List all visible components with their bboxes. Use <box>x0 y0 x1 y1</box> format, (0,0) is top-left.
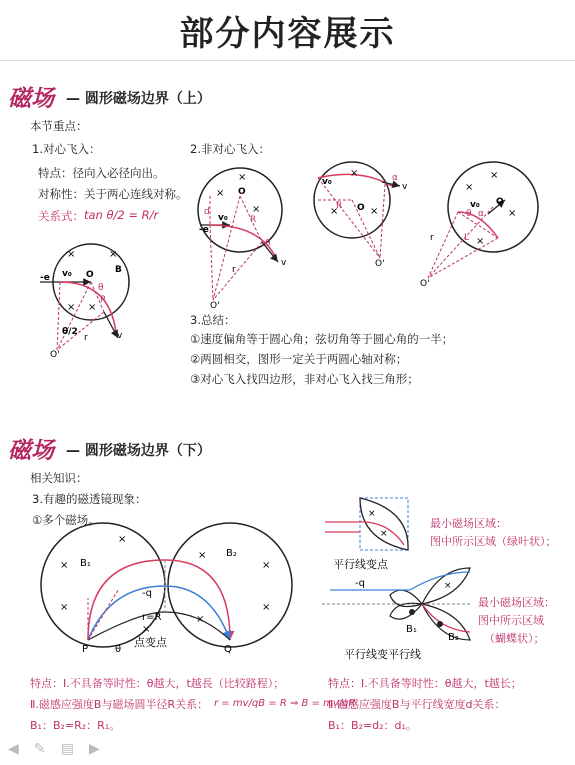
fig1-label-O: O <box>86 270 94 280</box>
fig-multi-label-P: P <box>82 644 89 655</box>
svg-text:×: × <box>490 170 499 181</box>
summary-item-3: ③对心飞入找四边形，非对心飞入找三角形； <box>190 372 419 386</box>
svg-text:×: × <box>67 249 76 260</box>
svg-text:×: × <box>238 172 247 183</box>
fig2c-label-alpha: α <box>478 209 484 219</box>
item1-title: 1.对心飞入： <box>32 142 101 156</box>
fig2a-label-d: d <box>204 207 210 217</box>
fig-multi-label-B1: B₁ <box>80 558 91 569</box>
svg-text:×: × <box>67 302 76 313</box>
fig-parallel-label-neg-q: -q <box>355 578 365 589</box>
min-area-1-title: 最小磁场区域： <box>430 517 507 530</box>
fig2b-label-v: v <box>402 182 408 192</box>
svg-text:×: × <box>109 249 118 260</box>
fig2a-label-v: v <box>281 258 287 268</box>
fig1-label-B: B <box>115 265 122 275</box>
svg-text:×: × <box>380 529 388 539</box>
summary-title: 3.总结： <box>190 313 236 327</box>
min-area-1-desc: 图中所示区域（绿叶状）； <box>430 535 557 548</box>
summary-item-2: ②两圆相交，图形一定关于两圆心轴对称； <box>190 352 408 366</box>
item2-title: 2.非对心飞入： <box>190 142 270 156</box>
svg-text:×: × <box>330 206 339 217</box>
key-points-label: 本节重点： <box>30 119 88 133</box>
forward-icon[interactable]: ▶ <box>89 741 100 757</box>
fig2c-label-L: L <box>464 233 470 243</box>
section1-word: 磁场 <box>8 85 54 112</box>
page-title: 部分内容展示 <box>179 14 396 54</box>
left-relation: Ⅱ.磁感应强度B与磁场圆半径R关系： <box>30 698 209 711</box>
svg-text:×: × <box>118 534 127 545</box>
svg-text:×: × <box>60 560 69 571</box>
left-ratio: B₁：B₂=R₂：R₁。 <box>30 719 121 732</box>
fig2b-label-O-prime: O' <box>375 259 385 269</box>
fig2c-label-O: O <box>496 197 504 207</box>
svg-text:×: × <box>60 602 69 613</box>
fig1-label-r: r <box>84 333 88 343</box>
fig-multi-fields <box>41 523 292 647</box>
relation-formula: tan θ/2 = R/r <box>84 208 159 222</box>
fig-parallel-label-B2: B₂ <box>448 632 459 643</box>
fig-parallel-to-point <box>325 498 408 550</box>
left-formula: r = mv/qB = R ⇒ B = mv/qR <box>214 698 356 709</box>
fig2c-label-r: r <box>430 233 434 243</box>
svg-text:×: × <box>476 236 485 247</box>
fig1-label-theta: θ <box>98 283 104 293</box>
fig2c-label-theta: θ <box>466 209 472 219</box>
fig2b-label-v0: v₀ <box>322 177 332 187</box>
summary-item-1: ①速度偏角等于圆心角；弦切角等于圆心角的一半； <box>190 332 454 346</box>
min-area-2-desc: 图中所示区域 <box>478 614 544 627</box>
item3-title: 3.有趣的磁透镜现象： <box>32 492 147 506</box>
fig2b-label-O: O <box>357 203 365 213</box>
item-multi-fields: ①多个磁场。 <box>32 513 100 527</box>
fig2a-label-r: r <box>232 265 236 275</box>
fig1-label-R: R <box>100 295 107 305</box>
svg-text:×: × <box>465 182 474 193</box>
fig-multi-label-neg-q: -q <box>142 588 152 599</box>
related-label: 相关知识： <box>30 471 88 485</box>
fig-parallel-label-B1: B₁ <box>406 624 417 635</box>
back-icon[interactable]: ◀ <box>8 741 19 757</box>
section2-title: — 圆形磁场边界（下） <box>66 443 211 459</box>
svg-text:×: × <box>216 188 225 199</box>
section1-title: — 圆形磁场边界（上） <box>66 91 211 107</box>
menu-icon[interactable]: ▤ <box>60 741 74 757</box>
fig-parallel-to-parallel-label: 平行线变平行线 <box>344 648 421 661</box>
right-feature: 特点：Ⅰ.不具备等时性：θ越大，t越长； <box>328 677 522 690</box>
right-ratio: B₁：B₂=d₂：d₁。 <box>328 719 417 732</box>
fig1-label-v: v <box>117 331 123 341</box>
fig-parallel-to-point-label: 平行线变点 <box>333 558 388 571</box>
fig2a-label-R: R <box>250 215 257 225</box>
fig-multi-label-B2: B₂ <box>226 548 237 559</box>
slide-nav <box>8 738 110 757</box>
section2-word: 磁场 <box>8 437 54 464</box>
svg-text:×: × <box>370 206 379 217</box>
svg-text:×: × <box>198 550 207 561</box>
feature-text: 特点：径向入必径向出。 <box>38 166 165 180</box>
svg-text:×: × <box>252 204 261 215</box>
fig2a-label-v0: v₀ <box>218 213 228 223</box>
svg-text:×: × <box>508 208 517 219</box>
min-area-2-title: 最小磁场区域： <box>478 596 555 609</box>
svg-text:×: × <box>262 560 271 571</box>
svg-text:×: × <box>196 614 205 625</box>
fig-multi-label-point-change: 点变点 <box>134 636 167 649</box>
fig-multi-label-Q: Q <box>224 644 232 655</box>
fig2b-label-R: R <box>336 201 343 211</box>
fig2a-label-O: O <box>238 187 246 197</box>
svg-text:×: × <box>350 168 359 179</box>
svg-text:×: × <box>88 302 97 313</box>
fig1-label-O-prime: O' <box>50 350 60 360</box>
fig2a-label-O-prime: O' <box>210 301 220 311</box>
fig2a-label-e: -e <box>199 225 209 235</box>
left-feature: 特点：Ⅰ.不具备等时性：θ越大，t越長（比较路程）； <box>30 677 285 690</box>
svg-text:×: × <box>262 602 271 613</box>
min-area-2-desc2: （蝴蝶状）； <box>484 632 545 645</box>
fig2c-label-O-prime: O' <box>420 279 430 289</box>
svg-text:×: × <box>368 509 376 519</box>
fig2c-label-v0: v₀ <box>470 200 480 210</box>
fig-multi-label-theta: θ <box>115 644 122 655</box>
fig1-label-half-theta: θ/2 <box>62 327 78 337</box>
fig1-label-v0: v₀ <box>62 269 72 279</box>
right-relation: Ⅱ.磁感应强度B与平行线宽度d关系： <box>328 698 506 711</box>
fig1-label-e: -e <box>40 273 50 283</box>
fig2a-label-theta: θ <box>265 239 271 249</box>
relation-label: 关系式： <box>38 209 84 223</box>
svg-text:×: × <box>444 581 452 591</box>
fig-parallel-to-parallel <box>322 568 472 640</box>
svg-text:×: × <box>142 624 151 635</box>
fig-multi-label-r-eq-R: r=R <box>142 612 162 623</box>
symmetry-text: 对称性：关于两心连线对称。 <box>38 187 188 201</box>
pen-icon[interactable]: ✎ <box>33 741 46 757</box>
fig2b-label-alpha: α <box>392 173 398 183</box>
